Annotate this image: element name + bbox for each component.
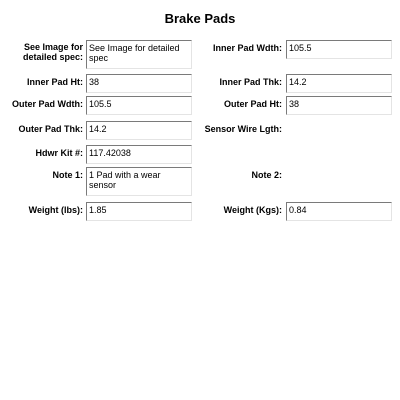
outer-pad-ht-label: Outer Pad Ht: (223, 99, 282, 109)
see-image-label: See Image for detailed spec: (22, 42, 83, 62)
note2-label: Note 2: (251, 170, 282, 180)
outer-pad-thk-field[interactable]: 14.2 (86, 121, 192, 140)
weight-kgs-field[interactable]: 0.84 (286, 202, 392, 221)
weight-lbs-field[interactable]: 1.85 (86, 202, 192, 221)
see-image-field[interactable]: See Image for detailed spec (86, 40, 192, 69)
outer-pad-thk-label: Outer Pad Thk: (18, 124, 83, 134)
weight-kgs-label: Weight (Kgs): (223, 205, 282, 215)
outer-pad-ht-field[interactable]: 38 (286, 96, 392, 115)
hdwr-kit-field[interactable]: 117.42038 (86, 145, 192, 164)
outer-pad-wdth-label: Outer Pad Wdth: (12, 99, 83, 109)
inner-pad-wdth-label: Inner Pad Wdth: (213, 43, 282, 53)
inner-pad-ht-label: Inner Pad Ht: (26, 77, 83, 87)
note1-field[interactable]: 1 Pad with a wear sensor (86, 167, 192, 196)
inner-pad-thk-field[interactable]: 14.2 (286, 74, 392, 93)
hdwr-kit-label: Hdwr Kit #: (35, 148, 83, 158)
page-title: Brake Pads (164, 11, 236, 26)
outer-pad-wdth-field[interactable]: 105.5 (86, 96, 192, 115)
inner-pad-thk-label: Inner Pad Thk: (219, 77, 282, 87)
inner-pad-ht-field[interactable]: 38 (86, 74, 192, 93)
inner-pad-wdth-field[interactable]: 105.5 (286, 40, 392, 59)
sensor-wire-lgth-label: Sensor Wire Lgth: (204, 124, 282, 134)
weight-lbs-label: Weight (lbs): (28, 205, 83, 215)
note1-label: Note 1: (52, 170, 83, 180)
